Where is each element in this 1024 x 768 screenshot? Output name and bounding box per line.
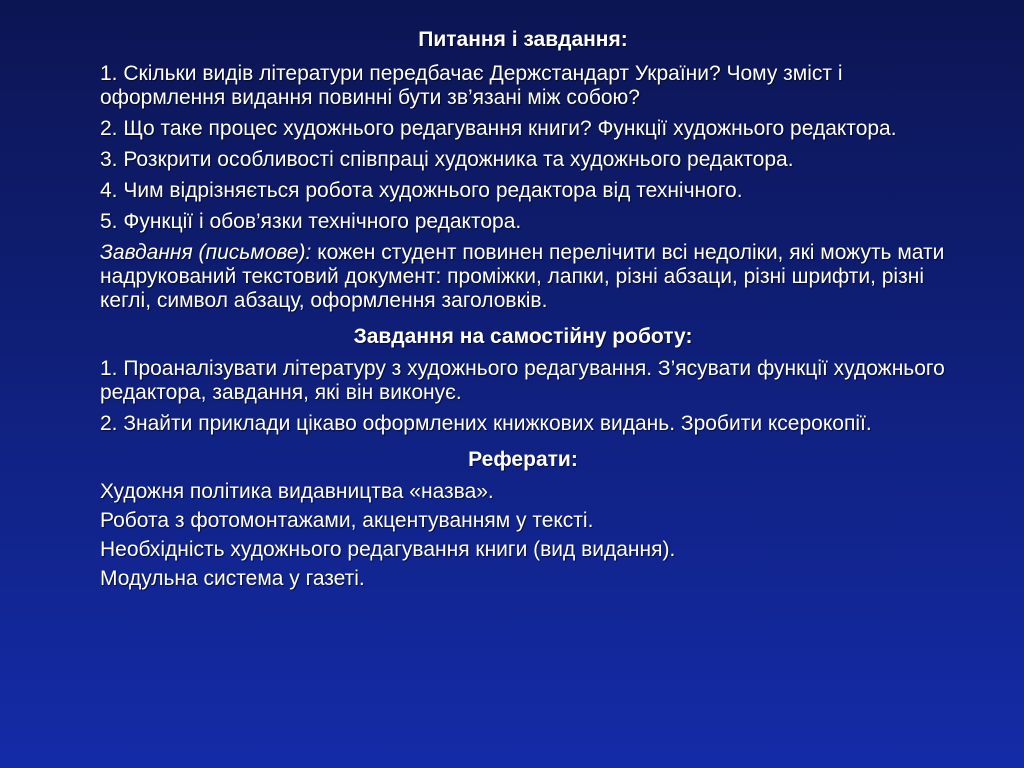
heading-self-work: Завдання на самостійну роботу: [353, 325, 693, 348]
heading-questions: Питання і завдання: [418, 28, 628, 51]
self-task-1: 1. Проаналізувати літературу з художнього редагування. З’ясувати функції художнього редактора, завдання, які він виконує. [100, 357, 945, 404]
question-5: 5. Функції і обов’язки технічного редактора. [100, 210, 522, 233]
written-task-label: Завдання (письмове): [100, 241, 312, 264]
written-task [100, 241, 946, 313]
question-4: 4. Чим відрізняється робота художнього редактора від технічного. [100, 179, 743, 202]
report-1: Художня політика видавництва «назва». [100, 480, 494, 503]
question-2: 2. Що таке процес художнього редагування книги? Функції художнього редактора. [100, 117, 897, 140]
self-task-2: 2. Знайти приклади цікаво оформлених книжкових видань. Зробити ксерокопії. [100, 412, 872, 435]
report-4: Модульна система у газеті. [100, 567, 365, 590]
question-3: 3. Розкрити особливості співпраці художника та художнього редактора. [100, 148, 794, 171]
written-task-text: кожен студент повинен перелічити всі недоліки, які можуть мати надрукований текстовий документ: проміжки, лапки, різні абзаци, різні шрифти, різні кеглі, символ абзацу, оформлення заголовків. [100, 241, 945, 312]
question-1: 1. Скільки видів літератури передбачає Держстандарт України? Чому зміст і оформлення видання повинні бути зв’язані між собою? [100, 62, 843, 109]
report-2: Робота з фотомонтажами, акцентуванням у тексті. [100, 509, 594, 532]
heading-reports: Реферати: [468, 448, 578, 471]
report-3: Необхідність художнього редагування книги (вид видання). [100, 538, 676, 561]
